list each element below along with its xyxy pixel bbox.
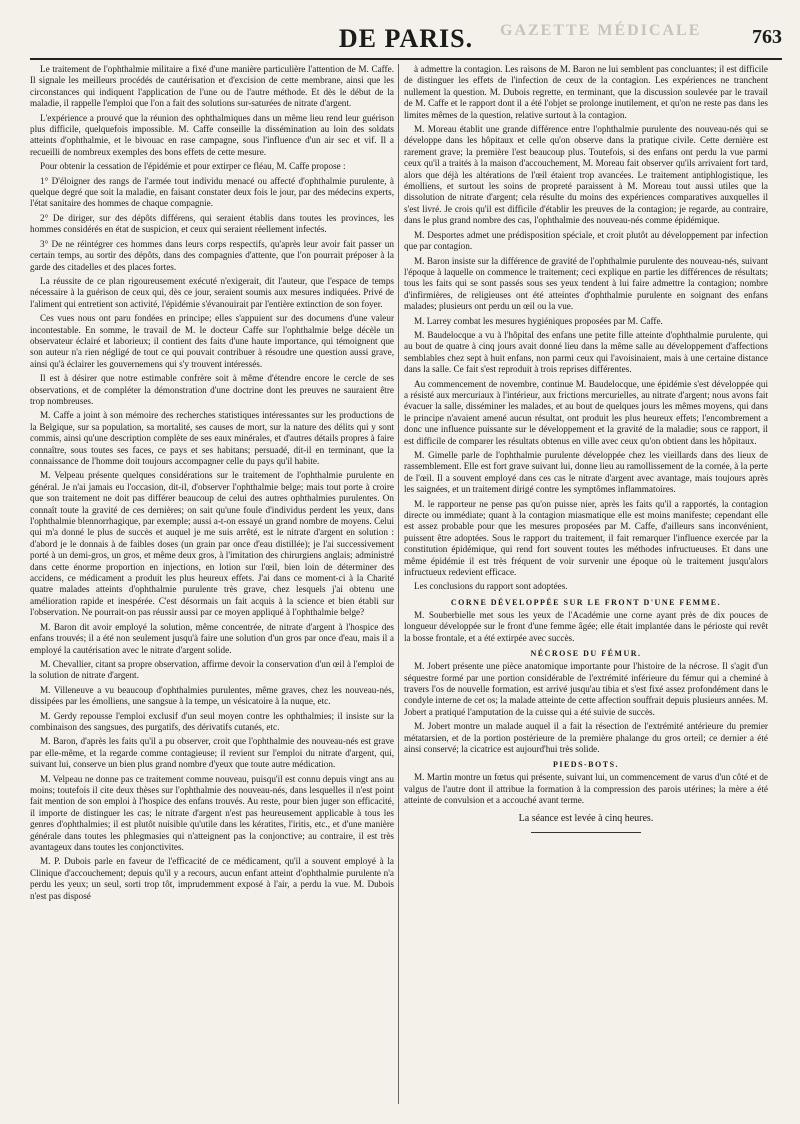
paragraph: M. Desportes admet une prédisposition spéciale, et croit plutôt au développement par infection que par contagion.: [404, 229, 768, 252]
paragraph: Ces vues nous ont paru fondées en principe; elles s'appuient sur des documens d'une valeur incontestable. En somme, le travail de M. le docteur Caffe sur l'ophthalmie belge décèle un observateur éclairé et laborieux; il contient des faits d'une haute importance, qui témoignent que son auteur n'a rien négligé de tout ce qui pouvait contribuer à résoudre une question aussi grave, ainsi qu'à éclairer les gouvernemens qui s'y trouvent intéressés.: [30, 313, 394, 369]
page-header: [30, 18, 782, 60]
end-rule: [531, 832, 641, 833]
paragraph: M. Chevallier, citant sa propre observation, affirme devoir la conservation d'un œil à l'emploi de la solution de nitrate d'argent.: [30, 658, 394, 681]
paragraph: M. Caffe a joint à son mémoire des recherches statistiques intéressantes sur les productions de la Belgique, sur sa population, sa mortalité, ses causes de mort, sur la nature des délits qui y sont commis, ainsi qu'une description complète de ses eaux minérales, et d'autres détails propres à faire connaître, sous toutes ses faces, ce pays et ses habitans; persuadé, dit-il en terminant, que la connaissance de l'homme doit toujours accompagner celle du pays qu'il habite.: [30, 410, 394, 466]
paragraph: L'expérience a prouvé que la réunion des ophthalmiques dans un même lieu rend leur guérison plus difficile, quelquefois impossible. M. Caffe conseille la dissémination au loin des soldats atteints d'ophthalmie, et le bivouac en rase campagne, sous l'influence d'un air sec et vif. Il a recueilli de nombreux exemples des bons effets de cette mesure.: [30, 112, 394, 157]
paragraph: M. Gerdy repousse l'emploi exclusif d'un seul moyen contre les ophthalmies; il insiste sur la combinaison des sangsues, des purgatifs, des dérivatifs cutanés, etc.: [30, 710, 394, 732]
paragraph: Le traitement de l'ophthalmie militaire a fixé d'une manière particulière l'attention de M. Caffe. Il signale les meilleurs procédés de cautérisation et d'excision de cette membrane, ainsi que les circonstances qui indiquent l'application de l'une ou de l'autre méthode. Et dès le début de la maladie, il rappelle l'emploi que l'on a fait des solutions sur-saturées de nitrate d'argent.: [30, 64, 394, 109]
paragraph: M. P. Dubois parle en faveur de l'efficacité de ce médicament, qu'il a souvent employé à la Clinique d'accouchement; depuis qu'il y a recours, aucun enfant atteint d'ophthalmie purulente n'a perdu les yeux; un seul, sorti trop tôt, imprudemment exposé à l'air, a perdu la vue. M. Dubois n'est pas disposé: [30, 856, 394, 901]
paragraph: M. Souberbielle met sous les yeux de l'Académie une corne ayant près de dix pouces de longueur développée sur le front d'une femme âgée; elle était implantée dans le périoste qui revêt la bosse frontale, et a été extirpée avec succès.: [404, 609, 768, 643]
section-heading-pieds-bots: PIEDS-BOTS.: [552, 760, 620, 770]
paragraph: M. Baron insiste sur la différence de gravité de l'ophthalmie purulente des nouveau-nés, suivant l'époque à laquelle on commence le traitement; ceci explique en partie les différences de résultats; tous les faits qui se sont passés sous ses yeux tendent à lui faire admettre la contagion; nombre d'infirmières, de religieuses ont été atteintes d'ophthalmie purulente en soignant des enfans malades; plusieurs ont perdu un œil ou la vue.: [404, 255, 768, 312]
left-column: [30, 64, 394, 902]
paragraph: Pour obtenir la cessation de l'épidémie et pour extirper ce fléau, M. Caffe propose :: [40, 161, 346, 172]
paragraph: M. Jobert présente une pièce anatomique importante pour l'histoire de la nécrose. Il s'agit d'un séquestre formé par une portion considérable de l'extrémité inférieure du fémur qui a cheminé à travers l'os de nouvelle formation, est arrivé jusqu'au tibia et s'est fixé assez profondément dans le condyle interne de cet os; la malade atteinte de cette affection souffrait depuis plusieurs années. M. Jobert a pratiqué l'amputation de la cuisse qui a été suivie de succès.: [404, 661, 768, 717]
section-heading-necrose: NÉCROSE DU FÉMUR.: [530, 649, 642, 659]
paragraph: M. Baudelocque a vu à l'hôpital des enfans une petite fille atteinte d'ophthalmie purulente, qui au bout de quatre à cinq jours avait donné lieu dans la même salle au développement d'affections semblables chez sept à huit enfans, non parmi ceux qui l'avoisinaient, mais à une certaine distance dans la salle. Ce fait s'est reproduit à trois reprises différentes.: [404, 329, 768, 375]
paragraph: M. Moreau établit une grande différence entre l'ophthalmie purulente des nouveau-nés qui se développe dans les hôpitaux et celle qu'on observe dans la pratique civile. Cette dernière est rarement grave; la première l'est beaucoup plus. Toutefois, si des enfans ont perdu la vue parmi ceux qu'il a traités à la maison d'accouchement, M. Moreau fait observer qu'ils arrivaient fort tard, alors que déjà les altérations de l'œil étaient trop avancées. Le traitement antiphlogistique, les émolliens, et surtout les soins de propreté paraissent à M. Moreau tout aussi utiles que la dissolution de nitrate d'argent; cela résulte du moins des expériences comparatives auxquelles il s'est livré. Je crois qu'il est difficile d'établir les preuves de la contagion; je regarde, au contraire, dans le plus grand nombre des cas, l'ophthalmie des nouveau-nés comme épidémique.: [404, 124, 768, 226]
paragraph: M. Jobert montre un malade auquel il a fait la résection de l'extrémité antérieure du premier métatarsien, et de la portion postérieure de la première phalange du gros orteil; ce dernier a été ainsi conservé; la cicatrice est aujourd'hui très solide.: [404, 721, 768, 754]
paragraph: M. Villeneuve a vu beaucoup d'ophthalmies purulentes, même graves, chez les nouveau-nés, dissipées par les émolliens, une sangsue à la tempe, un vésicatoire à la nuque, etc.: [30, 684, 394, 707]
paragraph: M. Larrey combat les mesures hygiéniques proposées par M. Caffe.: [414, 315, 663, 326]
paragraph: La réussite de ce plan rigoureusement exécuté n'exigerait, dit l'auteur, que l'espace de temps nécessaire à la guérison de ceux qui, dès ce jour, seraient soumis aux mesures indiquées. Privé de l'aliment qui entretient son activité, l'épidémie s'évanouirait par l'entière extinction de son foyer.: [30, 275, 394, 309]
column-divider: [398, 64, 399, 1104]
paragraph: M. Baron dit avoir employé la solution, même concentrée, de nitrate d'argent à l'hospice des enfans trouvés; il a été non seulement jusqu'à faire une solution d'un gros par once d'eau, mais il a employé la cautérisation avec le nitrate d'argent solide.: [30, 621, 394, 655]
paragraph: Il est à désirer que notre estimable confrère soit à même d'étendre encore le cercle de ses observations, et de compléter la démonstration d'une doctrine dont les preuves ne sauraient être trop nombreuses.: [30, 373, 394, 406]
page-number: 763: [752, 26, 782, 48]
article-columns: [30, 64, 782, 1124]
section-heading-corne: CORNE DÉVELOPPÉE SUR LE FRONT D'UNE FEMME.: [450, 597, 722, 607]
paragraph: M. Velpeau ne donne pas ce traitement comme nouveau, puisqu'il est connu depuis vingt ans au moins; toutefois il cite deux thèses sur l'ophthalmie des nouveau-nés, dans lesquelles il n'est point fait mention de son emploi à l'hospice des enfans trouvés. Au reste, pour bien juger son efficacité, il importe de distinguer les cas; le nitrate d'argent n'est pas heureusement applicable à tous les genres d'ophthalmies; il est plutôt nuisible qu'utile dans les kératites, l'iritis, etc., et d'une manière générale dans toutes les phlegmasies qui n'atteignent pas la conjonctive; au contraire, il est très avantageux dans toutes les conjonctivites.: [30, 773, 394, 852]
paragraph: M. le rapporteur ne pense pas qu'on puisse nier, après les faits qu'il a rapportés, la contagion directe ou immédiate; quant à la contagion miasmatique elle est moins manifeste; cependant elle est assez probable pour que les mesures proposées par M. Caffe, d'ailleurs sans inconvénient, puissent être adoptées. Sous le rapport du traitement, il fait remarquer l'influence exercée par la constitution épidémique, qui rend fort souvent toutes les méthodes infructueuses. Et dans une même épidémie il est très fréquent de voir survenir une époque où le traitement jusqu'alors infructueux redevient efficace.: [404, 498, 768, 578]
masthead-title: DE PARIS.: [338, 24, 474, 53]
paragraph: à admettre la contagion. Les raisons de M. Baron ne lui semblent pas concluantes; il est difficile de distinguer les effets de l'infection de ceux de la contagion. Les expériences ne tranchent nullement la question. M. Dubois regrette, en terminant, que la discussion soulevée par le travail de M. Caffe et le rapport dont il a été l'objet se prolonge inutilement, et qu'on ne reste pas dans les limites mêmes de la question, relative surtout à la contagion.: [404, 64, 768, 120]
paragraph: 3° De ne réintégrer ces hommes dans leurs corps respectifs, qu'après leur avoir fait passer un certain temps, au sortir des dépôts, dans des compagnies d'attente, que l'on pourrait préposer à la garde des citadelles et des places fortes.: [30, 238, 394, 272]
paragraph: Les conclusions du rapport sont adoptées.: [414, 581, 568, 592]
paragraph: M. Baron, d'après les faits qu'il a pu observer, croit que l'ophthalmie des nouveau-nés est grave par elle-même, et la regarde comme contagieuse; il revient sur l'emploi du nitrate d'argent, qui, suivant lui, conserve un bien plus grand nombre d'yeux que toute autre médication.: [30, 736, 394, 770]
paragraph: 2° De diriger, sur des dépôts différens, qui seraient établis dans toutes les provinces, les hommes considérés en état de suspicion, et ceux qui seraient réellement infectés.: [30, 212, 394, 235]
paragraph: M. Gimelle parle de l'ophthalmie purulente développée chez les vieillards dans des lieux de rassemblement. Elle est fort grave suivant lui, donne lieu au ramollissement de la cornée, à la perte de l'œil. Il a souvent employé dans ces cas le nitrate d'argent avec avantage, mais toujours après les saignées, et un traitement dirigé contre les symptômes inflammatoires.: [404, 450, 768, 495]
paragraph: 1° D'éloigner des rangs de l'armée tout individu menacé ou affecté d'ophthalmie purulente, à quelque degré que soit la maladie, en faisant constater deux fois le jour, par des médecins experts, l'état sanitaire des hommes de chaque compagnie.: [30, 175, 394, 209]
paragraph: M. Velpeau présente quelques considérations sur le traitement de l'ophthalmie purulente en général. Je n'ai jamais eu l'occasion, dit-il, d'observer l'ophthalmie belge; mais tout porte à croire que son traitement ne doit pas différer beaucoup de celui des autres ophthalmies purulentes. On connaît toute la gravité de ces dernières; on sait qu'une foule d'individus perdent les yeux, dans l'ophthalmie blennorrhagique, par exemple; aussi a-t-on essayé un grand nombre de moyens. Celui qui m'a donné le plus de succès et auquel je me suis arrêté, est le nitrate d'argent en solution : d'abord je le donnais à de faibles doses (un grain par once d'eau distillée); je l'ai successivement porté à un demi-gros, un gros, et même deux gros, à l'imitation des chirurgiens anglais; administré dans cette énorme proportion en injections, en lotion sur l'œil, bien loin de déterminer des accidens, ce médicament a produit les plus heureux effets. J'ai dans ce moment-ci à la Charité quatre malades atteints d'ophthalmie purulente très grave, chez lesquels j'ai obtenu une amélioration rapide et inespérée. C'est désormais un fait acquis à la science et bien établi sur l'observation. Ne pourrait-on pas réussir aussi par ce moyen appliqué à l'ophthalmie belge?: [30, 470, 394, 618]
paragraph: M. Martin montre un fœtus qui présente, suivant lui, un commencement de varus d'un côté et de valgus de l'autre dont il attribue la formation à la compression des parois utérines; la mère a été atteinte de convulsion et a accouché avant terme.: [404, 772, 768, 806]
closing-line: La séance est levée à cinq heures.: [518, 812, 654, 824]
bleed-through-title: GAZETTE MÉDICALE: [500, 22, 702, 39]
paragraph: Au commencement de novembre, continue M. Baudelocque, une épidémie s'est développée qui a résisté aux mercuriaux à l'intérieur, aux frictions mercurielles, au nitrate d'argent; nous avons fait évacuer la salle, disséminer les malades, et au bout de quelques jours les mêmes moyens, qui dans le principe n'avaient amené aucun résultat, ont produit les plus heureux effets; l'encombrement a donc une influence puissante sur le développement et la gravité de la maladie; sous ce rapport, il est difficile de comparer les résultats obtenus en ville avec ceux qu'on obtient dans les hôpitaux.: [404, 378, 768, 446]
right-column: [404, 64, 768, 833]
